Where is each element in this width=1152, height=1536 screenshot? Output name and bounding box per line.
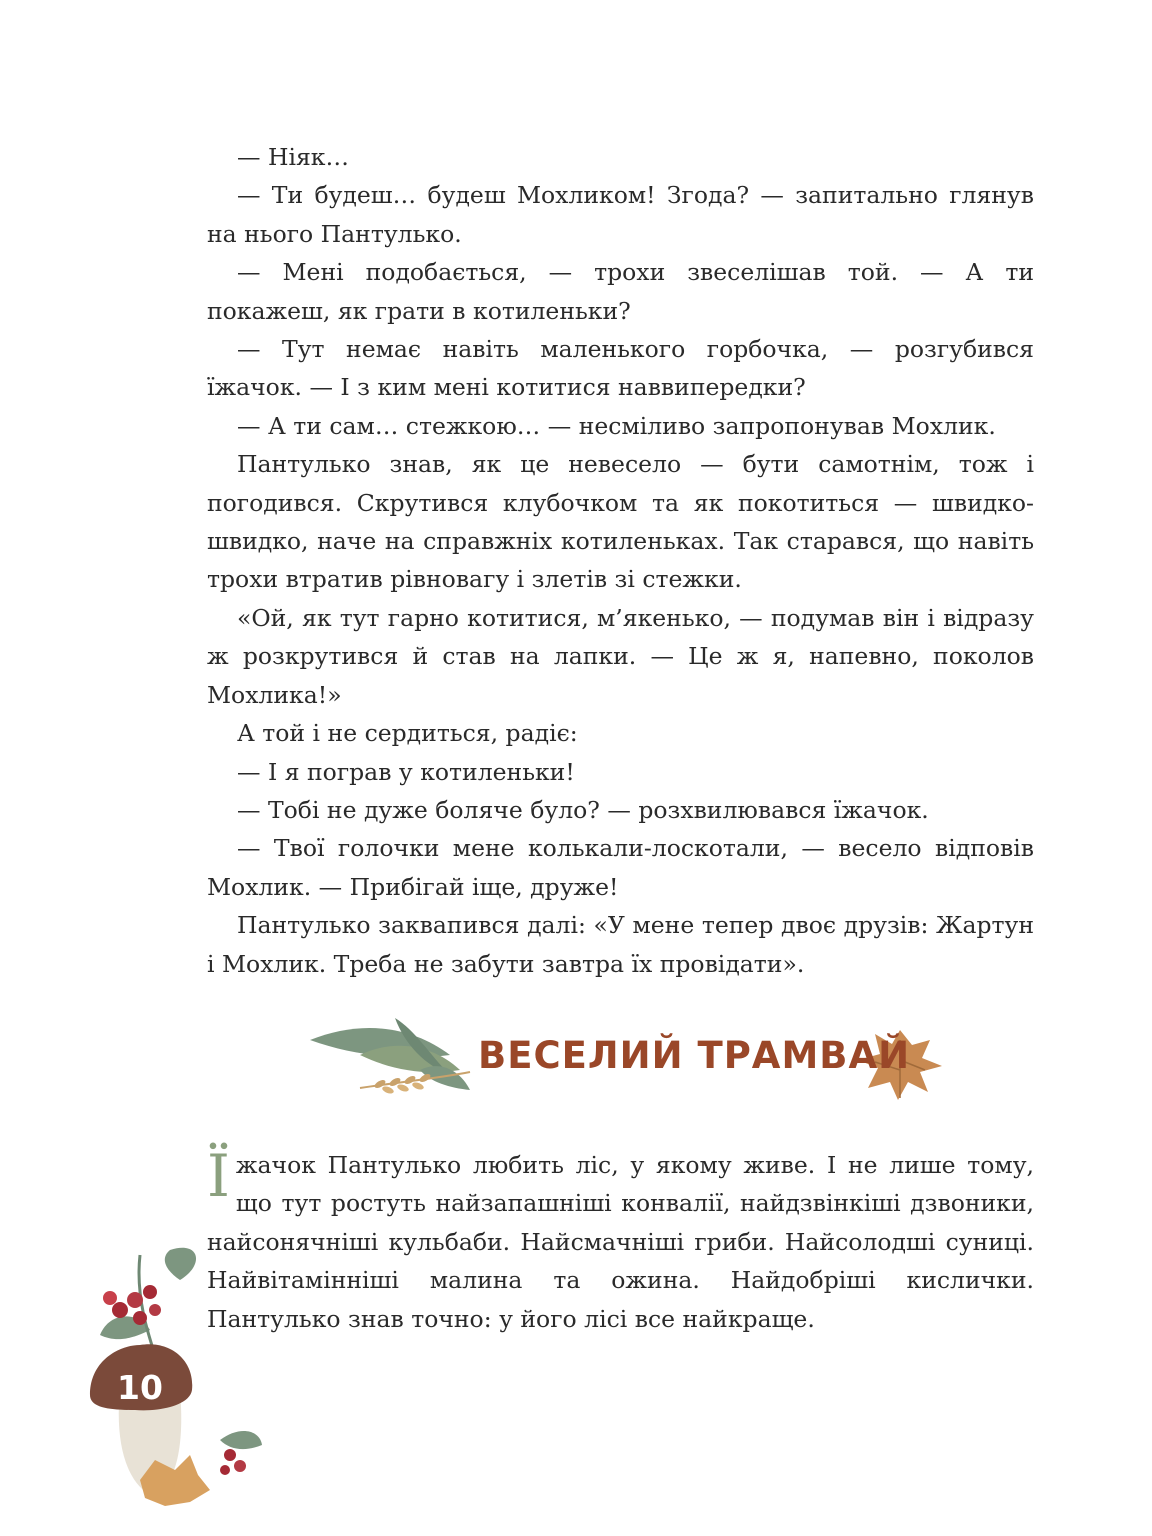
paragraph: — Ти будеш… будеш Мохликом! Згода? — запитально глянув на нього Пантулько. (207, 181, 1034, 248)
paragraph (207, 1142, 1034, 1338)
page-number: 10 (117, 1368, 163, 1407)
paragraph: — Тут немає навіть маленького горбочка, — розгубився їжачок. — І з ким мені котитися наввипередки? (207, 335, 1034, 402)
paragraph: А той і не сердиться, радіє: (237, 719, 578, 748)
chapter-heading (300, 1000, 950, 1110)
paragraph-text: жачок Пантулько любить ліс, у якому живе. І не лише тому, що тут ростуть найзапашніші конвалії, найдзвінкіші дзвоники, найсонячніші кульбаби. Найсмачніші гриби. Найсолодші суниці. Найвітамінніші малина та ожина. Найдобріші кислички. Пантулько знав точно: у його лісі все найкраще. (207, 1151, 1034, 1333)
paragraph: — А ти сам… стежкою… — несміливо запропонував Мохлик. (237, 411, 996, 440)
paragraph: «Ой, як тут гарно котитися, м’якенько, — подумав він і відразу ж розкрутився й став на лапки. — Це ж я, напевно, поколов Мохлика!» (207, 603, 1034, 709)
paragraph: — Твої голочки мене колькали-лоскотали, — весело відповів Мохлик. — Прибігай іще, друже! (207, 834, 1034, 901)
story-text-top (207, 138, 1034, 983)
paragraph: — Мені подобається, — трохи звеселішав той. — А ти покажеш, як грати в котиленьки? (207, 258, 1034, 325)
story-text-bottom (207, 1142, 1034, 1338)
paragraph: Пантулько знав, як це невесело — бути самотнім, тож і погодився. Скрутився клубочком та як покотиться — швидко-швидко, наче на справжніх котиленьках. Так старався, що навіть трохи втратив рівновагу і злетів зі стежки. (207, 450, 1034, 594)
drop-cap: Ї (207, 1142, 230, 1210)
paragraph: Пантулько заквапився далі: «У мене тепер двоє друзів: Жартун і Мохлик. Треба не забути завтра їх провідати». (207, 911, 1034, 978)
paragraph: — Тобі не дуже боляче було? — розхвилювався їжачок. (237, 795, 929, 824)
chapter-title: ВЕСЕЛИЙ ТРАМВАЙ (478, 1034, 911, 1077)
paragraph: — І я пограв у котиленьки! (237, 757, 575, 786)
paragraph: — Ніяк… (237, 143, 349, 171)
